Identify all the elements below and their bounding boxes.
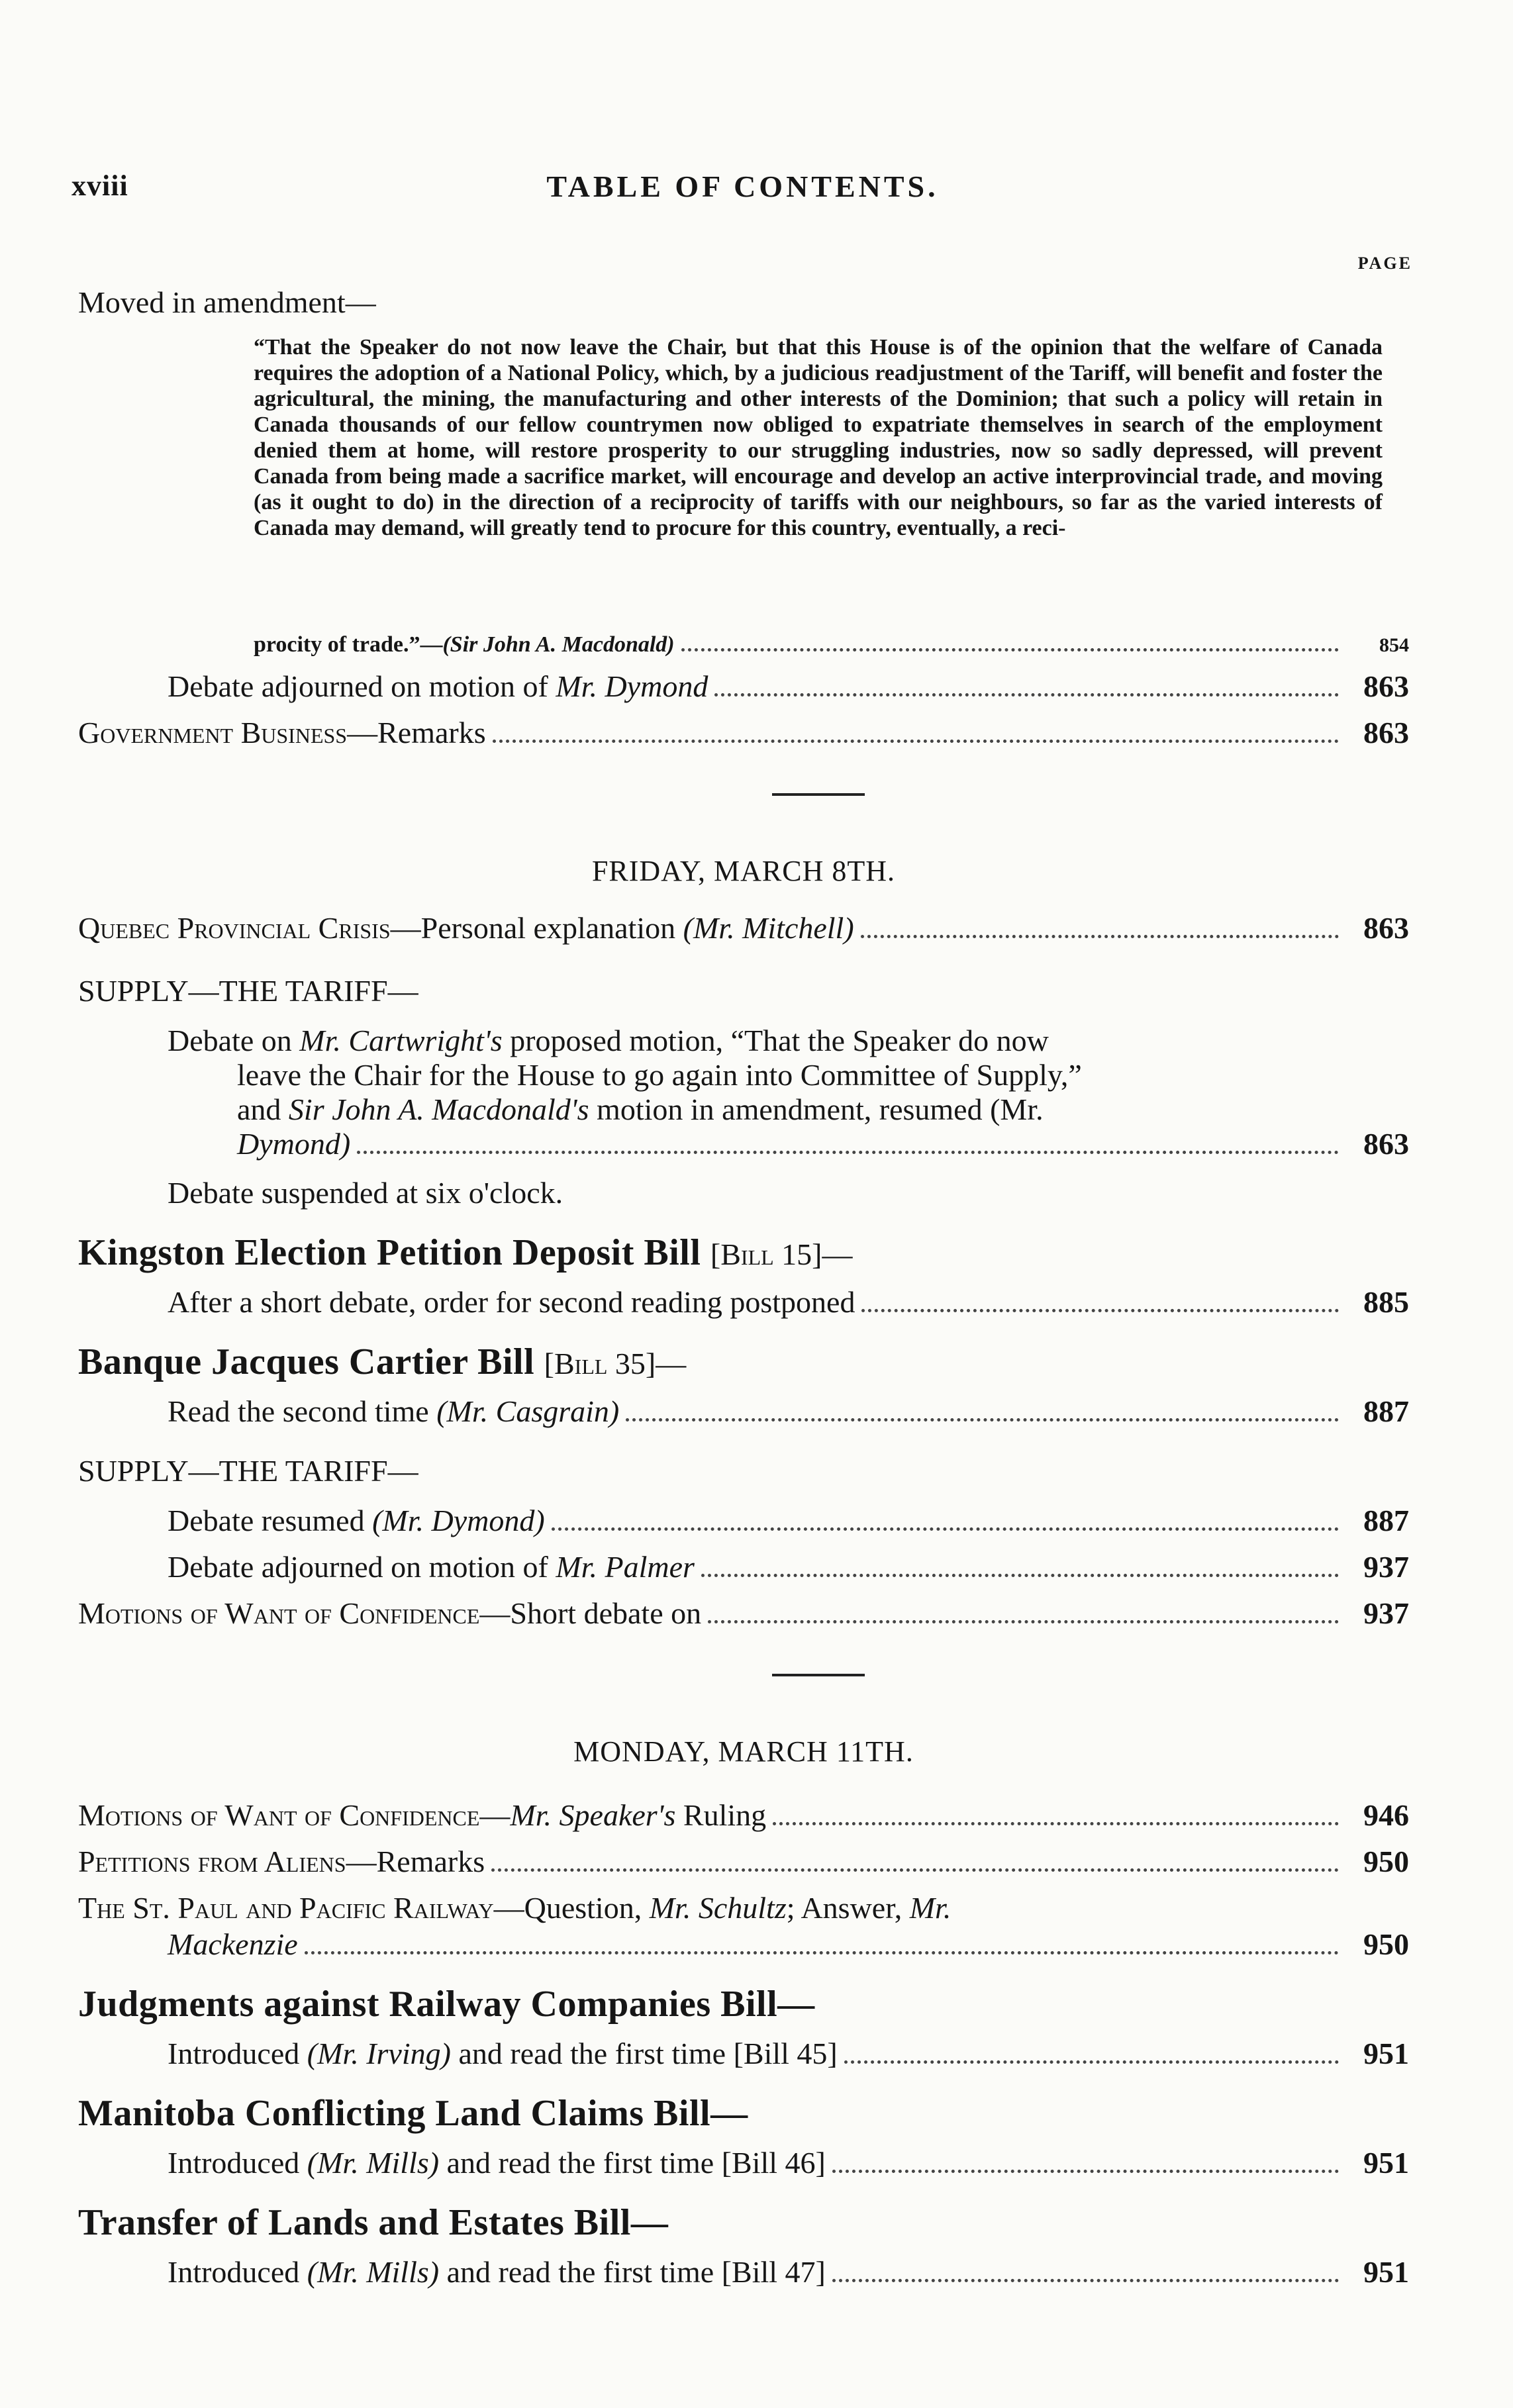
page-number: 887 [1363, 1394, 1409, 1428]
page-number: 885 [1363, 1285, 1409, 1319]
bill-heading: Judgments against Railway Companies Bill— [78, 1984, 815, 2025]
amendment-quote-last-line: procity of trade.”—(Sir John A. Macdonald) 854 [254, 632, 1409, 657]
day-heading: FRIDAY, MARCH 8TH. [591, 855, 896, 887]
bill-heading: Transfer of Lands and Estates Bill— [78, 2202, 669, 2243]
toc-subentry: Debate resumed (Mr. Dymond) 887 [168, 1504, 1409, 1537]
toc-subentry: Introduced (Mr. Irving) and read the first time [Bill 45] 951 [168, 2037, 1409, 2070]
page-number: 863 [1363, 716, 1409, 749]
toc-subentry: leave the Chair for the House to go again into Committee of Supply,” [237, 1058, 1082, 1092]
toc-subentry: and Sir John A. Macdonald's motion in amendment, resumed (Mr. [237, 1092, 1044, 1126]
page-number: 951 [1363, 2255, 1409, 2289]
toc-entry: Motions of Want of Confidence—Mr. Speaker's Ruling 946 [78, 1798, 1409, 1832]
bill-heading: Manitoba Conflicting Land Claims Bill— [78, 2093, 748, 2134]
page-header [72, 169, 1414, 215]
page-number: 887 [1363, 1504, 1409, 1537]
page-number: 854 [1379, 634, 1409, 656]
toc-subentry: Debate on Mr. Cartwright's proposed motion, “That the Speaker do now [168, 1024, 1049, 1057]
toc-entry: Quebec Provincial Crisis—Personal explanation (Mr. Mitchell) 863 [78, 911, 1409, 945]
section-divider [772, 793, 865, 796]
page-number: 946 [1363, 1798, 1409, 1832]
moved-in-amendment: Moved in amendment— [78, 285, 376, 319]
day-heading: MONDAY, MARCH 11TH. [573, 1735, 914, 1768]
running-title: TABLE OF CONTENTS. [546, 169, 939, 203]
page-number: 863 [1363, 1127, 1409, 1161]
toc-heading: SUPPLY—THE TARIFF— [78, 1454, 418, 1488]
toc-subentry: After a short debate, order for second reading postponed 885 [168, 1285, 1409, 1319]
page-number: 950 [1363, 1927, 1409, 1961]
page-number: 937 [1363, 1550, 1409, 1584]
bill-heading: Banque Jacques Cartier Bill [Bill 35]— [78, 1341, 687, 1382]
page-folio: xviii [72, 169, 128, 202]
toc-entry: Debate adjourned on motion of Mr. Dymond 863 [168, 669, 1409, 703]
page-number: 951 [1363, 2037, 1409, 2070]
section-divider [772, 1674, 865, 1676]
toc-entry: Motions of Want of Confidence—Short debate on 937 [78, 1596, 1409, 1630]
page-number: 937 [1363, 1596, 1409, 1630]
toc-entry: The St. Paul and Pacific Railway—Question, Mr. Schultz; Answer, Mr. [78, 1891, 952, 1925]
toc-subentry: Introduced (Mr. Mills) and read the first time [Bill 47] 951 [168, 2255, 1409, 2289]
toc-subentry: Read the second time (Mr. Casgrain) 887 [168, 1394, 1409, 1428]
amendment-quote: “That the Speaker do not now leave the Chair, but that this House is of the opinion that the welfare of Canada requires the adoption of a National Policy, which, by a judicious readjustment of the Tariff, will benefit and foster the agricultural, the mining, the manufacturing and other interests of the Dominion; that such a policy will retain in Canada thousands of our fellow countrymen now obliged to expatriate themselves in search of the employment denied them at home, will restore prosperity to our struggling industries, now so sadly depressed, will prevent Canada from being made a sacrifice market, will encourage and develop an active interprovincial trade, and moving (as it ought to do) in the direction of a reciprocity of tariffs with our neighbours, so far as the varied interests of Canada may demand, will greatly tend to procure for this country, eventually, a reci- [254, 335, 1383, 540]
toc-heading: SUPPLY—THE TARIFF— [78, 974, 418, 1008]
toc-subentry: Introduced (Mr. Mills) and read the first time [Bill 46] 951 [168, 2146, 1409, 2180]
toc-subentry: Debate suspended at six o'clock. [168, 1176, 563, 1210]
page-number: 863 [1363, 669, 1409, 703]
page-number: 863 [1363, 911, 1409, 945]
page-number: 950 [1363, 1845, 1409, 1878]
toc-entry-continuation: Mackenzie 950 [168, 1927, 1409, 1961]
toc-entry: Petitions from Aliens—Remarks 950 [78, 1845, 1409, 1878]
toc-subentry: Dymond) 863 [237, 1127, 1409, 1161]
page-column-label: PAGE [1357, 254, 1412, 273]
bill-heading: Kingston Election Petition Deposit Bill [Bill 15]— [78, 1232, 853, 1273]
toc-entry: Government Business—Remarks 863 [78, 716, 1409, 749]
toc-subentry: Debate adjourned on motion of Mr. Palmer 937 [168, 1550, 1409, 1584]
page-number: 951 [1363, 2146, 1409, 2180]
